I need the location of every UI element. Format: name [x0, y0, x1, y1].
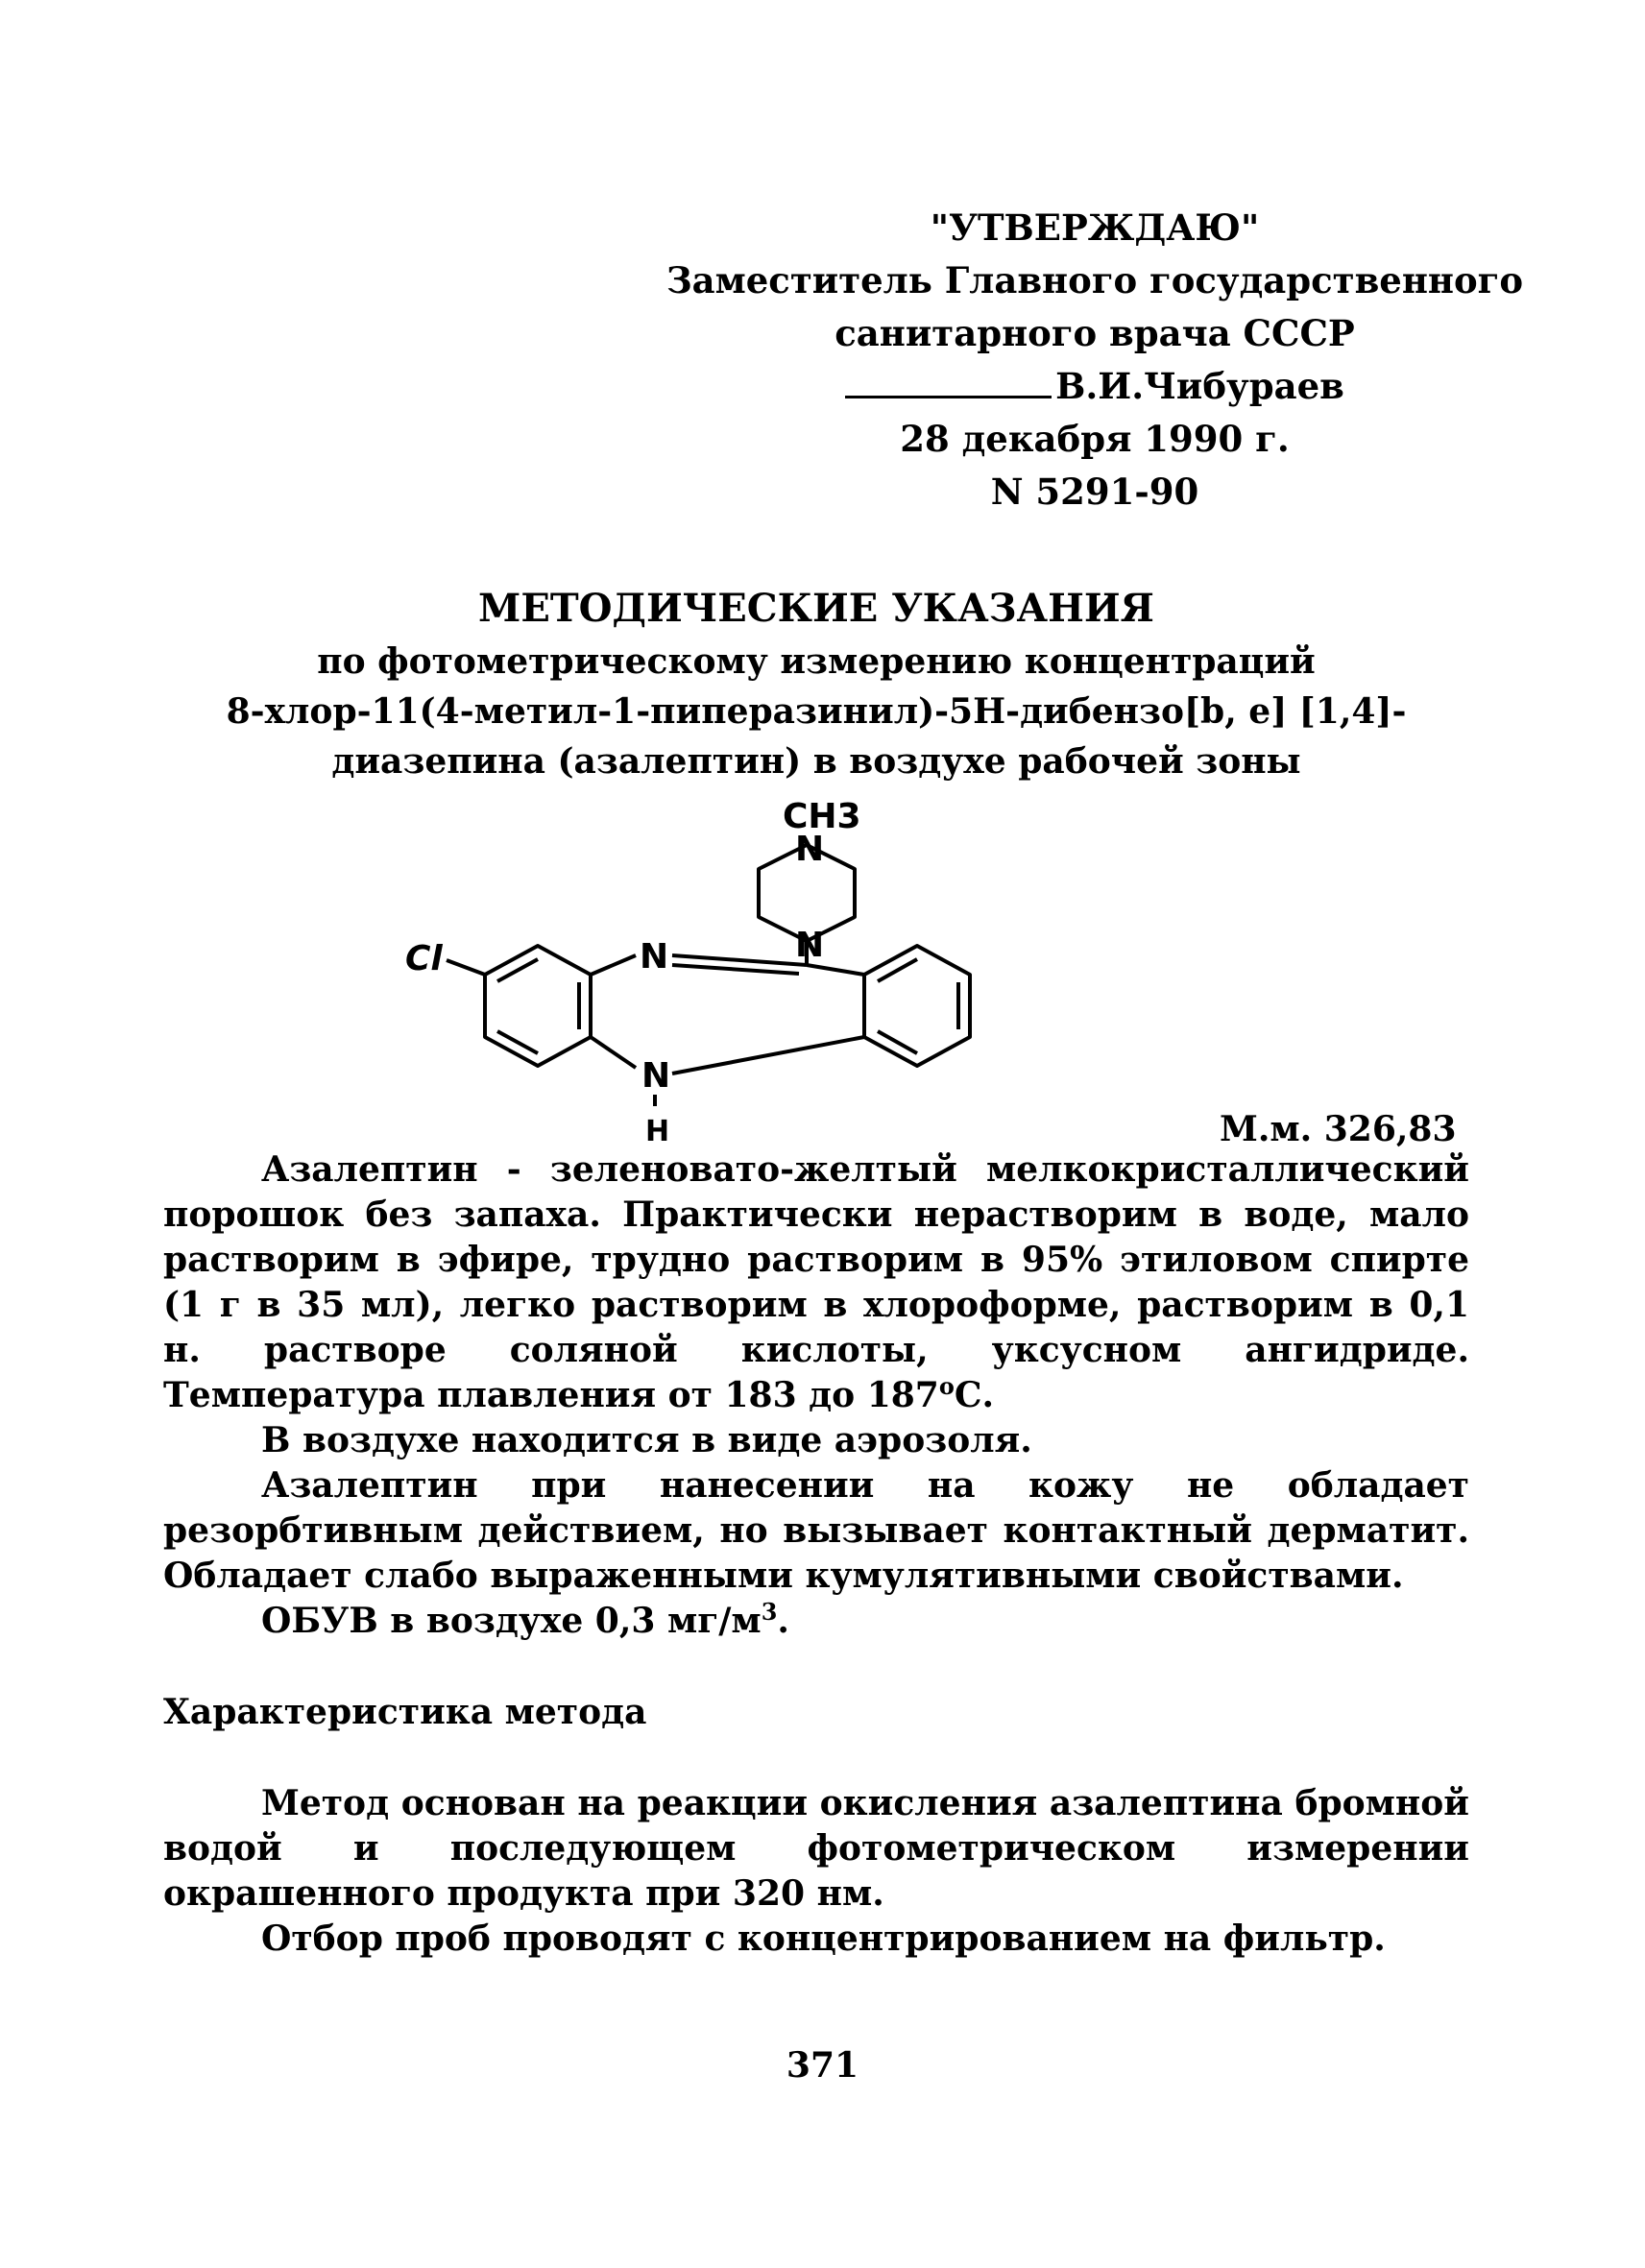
paragraph-obuv: [163, 1599, 1469, 1644]
document-subtitle-line3: диазепина (азалептин) в воздухе рабочей зоны: [331, 741, 1301, 782]
paragraph-aerosol: В воздухе находится в виде аэрозоля.: [261, 1420, 1032, 1460]
approval-date: 28 декабря 1990 г.: [900, 418, 1290, 460]
approval-block: [663, 202, 1527, 519]
paragraph-obuv-text: ОБУВ в воздухе 0,3 мг/м: [261, 1601, 762, 1641]
paragraph-sampling: Отбор проб проводят с концентрированием на фильтр.: [261, 1918, 1386, 1959]
document-subtitle-line1: по фотометрическому измерению концентраций: [317, 641, 1316, 682]
paragraph-description-unit: С.: [954, 1375, 995, 1415]
bond-n-c-double: [672, 955, 807, 965]
page-number: 371: [786, 2045, 859, 2086]
label-n-piperazine-bottom: N: [795, 926, 825, 965]
label-h: H: [645, 1115, 670, 1148]
left-benzene-ring: [485, 946, 591, 1066]
approval-heading: "УТВЕРЖДАЮ": [930, 206, 1260, 249]
approval-signatory: В.И.Чибураев: [1055, 365, 1344, 407]
degree-sign: о: [938, 1372, 955, 1400]
label-n-piperazine-top: N: [795, 830, 825, 869]
cubic-exponent: 3: [761, 1598, 778, 1626]
label-n-imine: N: [640, 937, 669, 977]
body-text: [163, 1147, 1469, 1962]
label-n-amine: N: [641, 1056, 671, 1096]
approval-signature-line: [663, 360, 1527, 413]
label-cl: Cl: [405, 939, 443, 978]
approval-position-line2: санитарного врача СССР: [835, 312, 1355, 354]
signature-blank: [845, 371, 1052, 398]
paragraph-obuv-end: .: [777, 1601, 789, 1641]
chemical-structure: [384, 768, 1056, 1171]
paragraph-toxicity: Азалептин при нанесении на кожу не обладает резорбтивным действием, но вызывает контактный дерматит. Обладает слабо выраженными кумулятивными свойствами.: [163, 1465, 1469, 1596]
bond-cl: [447, 960, 485, 975]
paragraph-description-text: Азалептин - зеленовато-желтый мелкокристаллический порошок без запаха. Практически нерастворим в воде, мало растворим в эфире, трудно растворим в 95% этиловом спирте (1 г в 35 мл), легко растворим в хлороформе, растворим в 0,1 н. растворе соляной кислоты, уксусном ангидриде. Температура плавления от 183 до 187: [163, 1149, 1469, 1415]
paragraph-description: [163, 1147, 1469, 1418]
right-benzene-ring: [864, 946, 970, 1066]
approval-position-line1: Заместитель Главного государственного: [665, 259, 1524, 302]
paragraph-method: Метод основан на реакции окисления азалептина бромной водой и последующем фотометрическом измерении окрашенного продукта при 320 нм.: [163, 1783, 1469, 1914]
section-heading-method: Характеристика метода: [163, 1692, 647, 1732]
document-title: МЕТОДИЧЕСКИЕ УКАЗАНИЯ: [478, 586, 1154, 631]
molecular-weight: М.м. 326,83: [1220, 1109, 1457, 1149]
label-ch3: CH3: [783, 797, 861, 836]
document-subtitle-line2: 8-хлор-11(4-метил-1-пиперазинил)-5Н-дибензо[b, e] [1,4]-: [226, 691, 1407, 732]
approval-number: N 5291-90: [990, 470, 1199, 513]
document-title-block: [173, 581, 1460, 786]
